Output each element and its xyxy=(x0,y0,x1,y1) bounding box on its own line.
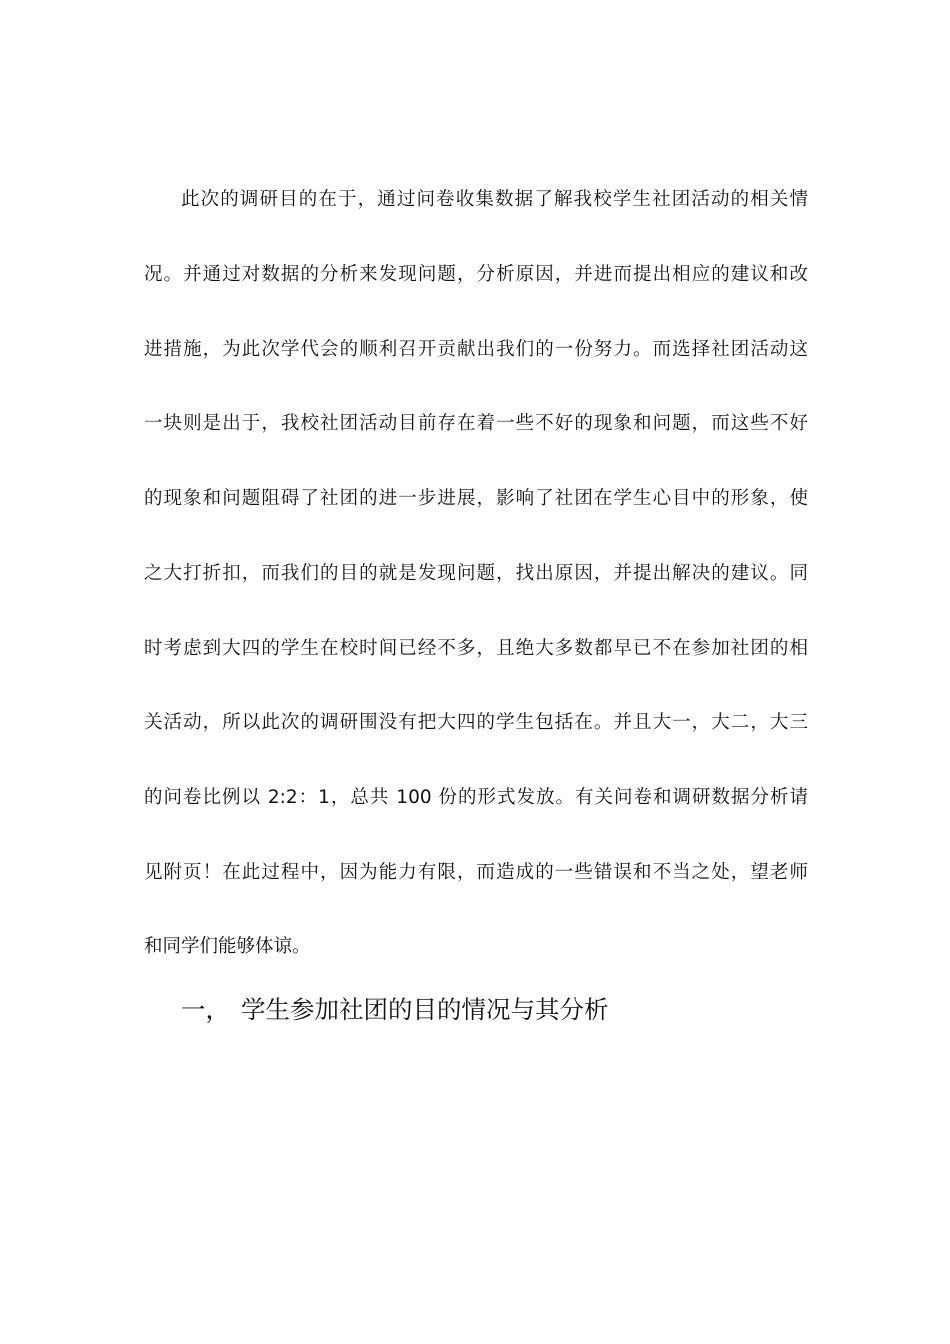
paragraph-line: 况。并通过对数据的分析来发现问题，分析原因，并进而提出相应的建议和改 xyxy=(144,264,808,285)
section-heading xyxy=(181,995,609,1025)
paragraph-line: 关活动，所以此次的调研围没有把大四的学生包括在。并且大一，大二，大三 xyxy=(144,712,808,733)
paragraph-line: 之大打折扣，而我们的目的就是发现问题，找出原因，并提出解决的建议。同 xyxy=(144,563,808,584)
paragraph-line: 进措施，为此次学代会的顺利召开贡献出我们的一份努力。而选择社团活动这 xyxy=(144,339,808,360)
paragraph-line: 一块则是出于，我校社团活动目前存在着一些不好的现象和问题，而这些不好 xyxy=(144,413,808,434)
paragraph-line: 的问卷比例以 2:2：1，总共 100 份的形式发放。有关问卷和调研数据分析请 xyxy=(144,787,808,808)
paragraph-line: 见附页！在此过程中，因为能力有限，而造成的一些错误和不当之处，望老师 xyxy=(144,862,808,883)
section-number: 一， xyxy=(181,995,230,1024)
paragraph-line: 时考虑到大四的学生在校时间已经不多，且绝大多数都早已不在参加社团的相 xyxy=(144,638,808,659)
paragraph-line-last: 和同学们能够体谅。 xyxy=(144,936,311,957)
section-title: 学生参加社团的目的情况与其分析 xyxy=(241,995,609,1024)
paragraph-line: 的现象和问题阻碍了社团的进一步进展，影响了社团在学生心目中的形象，使 xyxy=(144,488,808,509)
paragraph-line: 此次的调研目的在于，通过问卷收集数据了解我校学生社团活动的相关情 xyxy=(181,189,808,210)
